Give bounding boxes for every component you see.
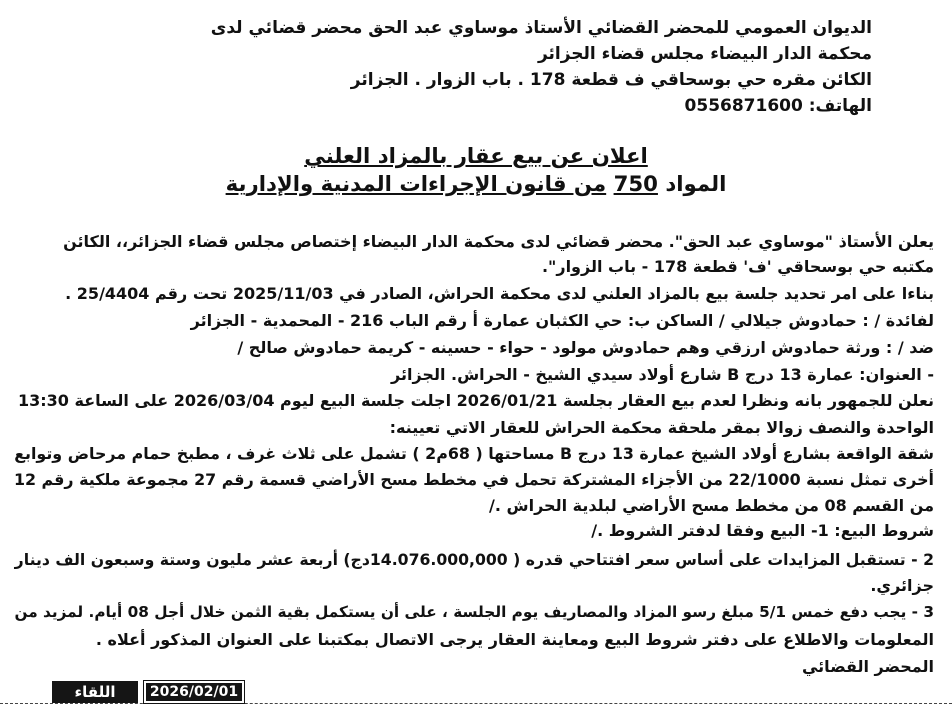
body-line-8: الواحدة والنصف زوالا بمقر ملحقة محكمة الحراش للعقار الاتي تعيينه: — [389, 418, 934, 437]
publication-date: 2026/02/01 — [144, 681, 244, 703]
office-header-line2: محكمة الدار البيضاء مجلس قضاء الجزائر — [537, 44, 872, 64]
phone-label: الهاتف: — [808, 96, 872, 116]
body-line-1: يعلن الأستاذ "موساوي عبد الحق". محضر قضائي لدى محكمة الدار البيضاء إختصاص مجلس قضاء الجزائر،، الكائن — [63, 232, 934, 251]
office-address: الكائن مقره حي بوسحاقي ف قطعة 178 . باب الزوار . الجزائر — [350, 70, 872, 90]
subtitle-prefix: المواد — [665, 172, 727, 197]
body-line-16: المعلومات والاطلاع على دفتر شروط البيع ومعاينة العقار يرجى الاتصال بمكتبنا على العنوان المذكور أعلاه . — [95, 630, 934, 649]
office-phone — [685, 98, 872, 115]
body-line-2: مكتبه حي بوسحاقي 'ف' قطعة 178 - باب الزوار". — [541, 257, 934, 276]
body-line-3: بناءا على امر تحديد جلسة بيع بالمزاد العلني لدى محكمة الحراش، الصادر في 2025/11/03 تحت رقم 25/4404 . — [65, 284, 934, 303]
footer-divider — [0, 703, 952, 704]
body-line-10: أخرى تمثل نسبة 22/1000 من الأجزاء المشتركة تحمل في مخطط مسح الأراضي قسمة رقم 27 مجموعة ملكية رقم 12 — [13, 470, 934, 489]
subtitle-suffix: من قانون الإجراءات المدنية والإدارية — [225, 172, 607, 197]
body-line-4: لفائدة / : حمادوش جيلالي / الساكن ب: حي الكثبان عمارة أ رقم الباب 216 - المحمدية - الجزائر — [190, 311, 934, 330]
body-line-7: نعلن للجمهور بانه ونظرا لعدم بيع العقار بجلسة 2026/01/21 اجلت جلسة البيع ليوم 2026/03/04 على الساعة 13:30 — [17, 391, 934, 410]
signature-line: المحضر القضائي — [801, 657, 934, 676]
body-line-15: 3 - يجب دفع خمس 5/1 مبلغ رسو المزاد والمصاريف يوم الجلسة ، على أن يستكمل بقية الثمن خلال أجل 08 أيام. لمزيد من — [14, 603, 934, 621]
phone-number: 0556871600 — [684, 96, 803, 116]
body-line-9: شقة الواقعة بشارع أولاد الشيخ عمارة 13 درج B مساحتها ( 68م2 ) تشمل على ثلاث غرف ، مطبخ حمام مرحاض وتوابع — [14, 444, 934, 463]
body-line-6: - العنوان: عمارة 13 درج B شارع أولاد سيدي الشيخ - الحراش. الجزائر — [391, 365, 934, 384]
office-header-line1: الديوان العمومي للمحضر القضائي الأستاذ موساوي عبد الحق محضر قضائي لدى — [210, 18, 872, 38]
body-line-11: من القسم 08 من مخطط مسح الأراضي لبلدية الحراش ./ — [489, 496, 934, 515]
notice-subtitle — [0, 174, 952, 195]
newspaper-tag: اللقاء — [52, 681, 138, 703]
article-number: 750 — [613, 172, 658, 197]
body-line-5: ضد / : ورثة حمادوش ارزقي وهم حمادوش مولود - حواء - حسينه - كريمة حمادوش صالح / — [237, 338, 934, 357]
body-line-13: 2 - تستقبل المزايدات على أساس سعر افتتاحي قدره ( 14.076.000,000دج) أربعة عشر مليون وستة وسبعون الف دينار — [14, 550, 934, 569]
notice-title: اعلان عن بيع عقار بالمزاد العلني — [304, 144, 648, 169]
body-line-12: شروط البيع: 1- البيع وفقا لدفتر الشروط ./ — [591, 521, 934, 540]
body-line-14: جزائري. — [870, 576, 934, 595]
